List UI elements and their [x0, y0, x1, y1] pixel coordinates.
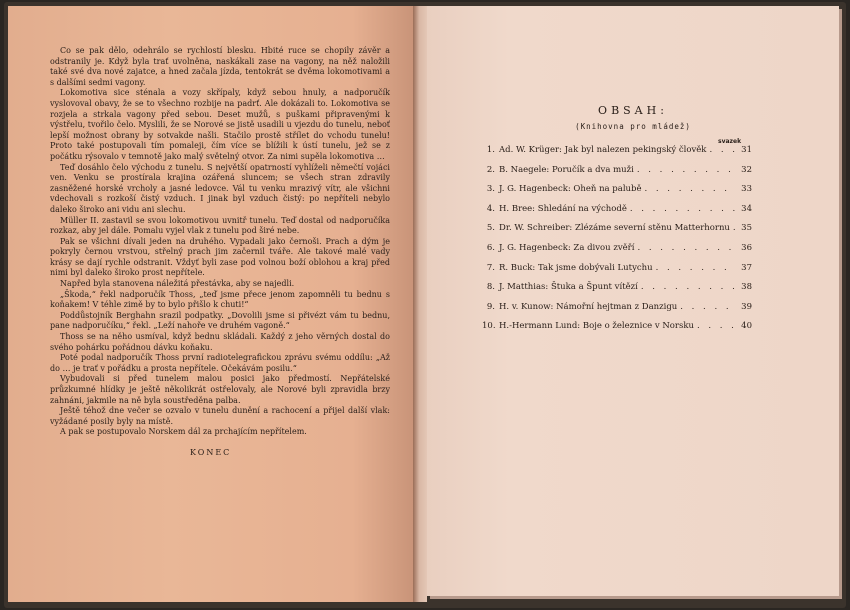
story-text	[50, 46, 390, 459]
toc-entry-number: 3.	[486, 184, 495, 195]
toc-leader-dots	[641, 282, 735, 292]
paragraph: Poté podal nadporučík Thoss první radiotelegrafickou zprávu svému oddílu: „Až do … je trať v pořádku a prosta nepřítele. Očekávám posilu.“	[50, 353, 390, 373]
paragraph: „Škoda,“ řekl nadporučík Thoss, „teď jsme přece jenom zapomněli tu bednu s koňakem! V téhle zimě by to bylo přišlo k chuti!“	[50, 289, 390, 310]
toc-entry-volume: 35	[741, 223, 752, 234]
toc-entry-volume: 36	[741, 242, 752, 253]
toc-entry-number: 6.	[486, 242, 495, 253]
toc-leader-dots	[656, 263, 735, 273]
toc-leader-dots	[644, 184, 735, 194]
toc-leader-dots	[709, 145, 735, 155]
paragraph: Co se pak dělo, odehrálo se rychlostí blesku. Hbité ruce se chopily závěr a odstranily je. Když byla trať uvolněna, naskákali zase na vagony, na něž naložili také své dva nové zajatce, a hned začala jízda, tentokrát se dvěma lokomotivami a s dalšími sedmi vagony.	[50, 46, 390, 87]
toc-entry-volume: 34	[741, 203, 752, 214]
toc-entry-volume: 37	[741, 262, 752, 273]
toc-entry-text: Dr. W. Schreiber: Zlézáme severní stěnu Matterhornu	[499, 223, 730, 234]
toc-entry-text: H. v. Kunow: Námořní hejtman z Danzigu	[499, 301, 678, 312]
toc-entry-volume: 39	[741, 301, 752, 312]
toc-entry-number: 2.	[486, 164, 495, 175]
paragraph: Müller II. zastavil se svou lokomotivou uvnitř tunelu. Teď dostal od nadporučíka rozkaz, aby jel dále. Pomalu vyjel vlak z tunelu pod širé nebe.	[50, 215, 390, 236]
paragraph: Pak se všichni dívali jeden na druhého. Vypadali jako černoši. Prach a dým je pokryly černou vrstvou, střelný prach jim začernil tváře. Ale takové malé vady krásy se dají rychle odstranit. Vždyť byli zase pod volnou boží oblohou a kraj před nimi byl daleko široko prost nepřítele.	[50, 236, 390, 278]
toc-entry	[482, 223, 752, 243]
toc-entry-text: J. Matthias: Štuka a Špunt vítězí	[499, 282, 638, 293]
toc-entry-text: Ad. W. Krüger: Jak byl nalezen pekingský člověk	[499, 145, 707, 155]
toc-entry-volume: 33	[741, 184, 752, 195]
toc-entry-number: 1.	[486, 145, 495, 155]
toc-entry	[482, 184, 752, 204]
toc-leader-dots	[637, 243, 735, 253]
toc-entry	[482, 145, 752, 165]
toc-leader-dots	[697, 321, 735, 331]
toc-entry-text: H.-Hermann Lund: Boje o železnice v Norsku	[499, 321, 694, 332]
paragraph: Poddůstojník Berghahn srazil podpatky. „Dovolili jsme si přivézt vám tu bednu, pane nadporučíku,“ řekl. „Leží nahoře ve druhém vagoně.“	[50, 310, 390, 331]
paragraph: Ještě téhož dne večer se ozvalo v tunelu dunění a rachocení a přijel další vlak: vyžádané posily byly na místě.	[50, 406, 390, 426]
toc-entry-text: J. G. Hagenbeck: Oheň na palubě	[499, 184, 642, 195]
paragraph: Vybudovali si před tunelem malou posici jako předmostí. Nepřátelské průzkumné hlídky je ještě několikrát ostřelovaly, ale Norové byli zpravidla brzy zahnáni, jakmile na ně byla soustředěna palba.	[50, 374, 390, 405]
toc-entry-volume: 31	[741, 145, 752, 155]
toc-list	[482, 145, 752, 341]
paragraph: A pak se postupovalo Norskem dál za prchajícím nepřítelem.	[60, 427, 307, 437]
toc-entry	[482, 321, 752, 341]
toc-subtitle: (Knihovna pro mládež)	[575, 122, 691, 131]
toc-entry	[482, 204, 752, 224]
end-mark: KONEC	[190, 447, 232, 457]
toc-entry-volume: 38	[741, 282, 752, 293]
book-gutter	[413, 6, 427, 602]
toc-leader-dots	[630, 204, 735, 214]
toc-entry-volume: 40	[741, 321, 752, 332]
toc-entry-text: B. Naegele: Poručík a dva muži	[499, 164, 634, 175]
paragraph: Thoss se na něho usmíval, když bednu skládali. Každý z jeho věrných dostal do svého pohárku pořádnou dávku koňaku.	[50, 332, 390, 352]
paragraph: Napřed byla stanovena náležitá přestávka, aby se najedli.	[60, 279, 295, 289]
toc-entry-number: 8.	[486, 282, 495, 293]
toc-leader-dots	[637, 165, 735, 175]
toc-entry-text: H. Bree: Shledání na východě	[499, 203, 627, 214]
paragraph: Teď dosáhlo čelo východu z tunelu. S největší opatrností vyhlíželi němečtí vojáci ven. Venku se prostírala krajina ozářená sluncem; se všech stran zdravily zasněžené horské vrcholy a jasné ledovce. Vál tu venku mrazivý vítr, ale všichni vdechovali s rozkoší čistý vzduch. I jinak byl vzduch čistý: po nepříteli nebylo daleko široko ani vidu ani slechu.	[50, 162, 390, 214]
toc-entry	[482, 263, 752, 283]
toc-entry-number: 5.	[486, 223, 495, 234]
toc-entry	[482, 165, 752, 185]
toc-leader-dots	[733, 223, 735, 233]
toc-column-header: svazek	[718, 138, 742, 145]
toc-entry	[482, 282, 752, 302]
paragraph: Lokomotiva sice sténala a vozy skřípaly, když sebou hnuly, a nadporučík vyslovoval obavy, že se to všechno rozbije na padrť. Ale dokázali to. Lokomotiva se rozjela a strkala vagony před sebou. Deset mužů, s puškami připravenými k výstřelu, tvořilo čelo. Myslili, že se Norové se jistě usadili u vjezdu do tunelu, neboť lepší možnost obrany by sotvakde našli. Stačilo prostě střílet do vchodu tunelu! Proto také postupovali tím pomaleji, čím více se blížili k ústí tunelu, jež se z počátku rýsovalo v temnotě jako malý světelný otvor. Za nimi supěla lokomotiva …	[50, 88, 390, 161]
toc-entry-number: 10.	[482, 321, 496, 332]
toc-title: OBSAH:	[598, 104, 668, 117]
toc-leader-dots	[680, 302, 735, 312]
toc-entry	[482, 302, 752, 322]
toc-entry	[482, 243, 752, 263]
toc-entry-text: R. Buck: Tak jsme dobývali Lutychu	[499, 262, 653, 273]
toc-entry-number: 9.	[486, 301, 495, 312]
toc-entry-volume: 32	[741, 164, 752, 175]
toc-entry-number: 4.	[486, 203, 495, 214]
toc-entry-number: 7.	[486, 262, 495, 273]
toc-entry-text: J. G. Hagenbeck: Za divou zvěří	[499, 242, 635, 253]
